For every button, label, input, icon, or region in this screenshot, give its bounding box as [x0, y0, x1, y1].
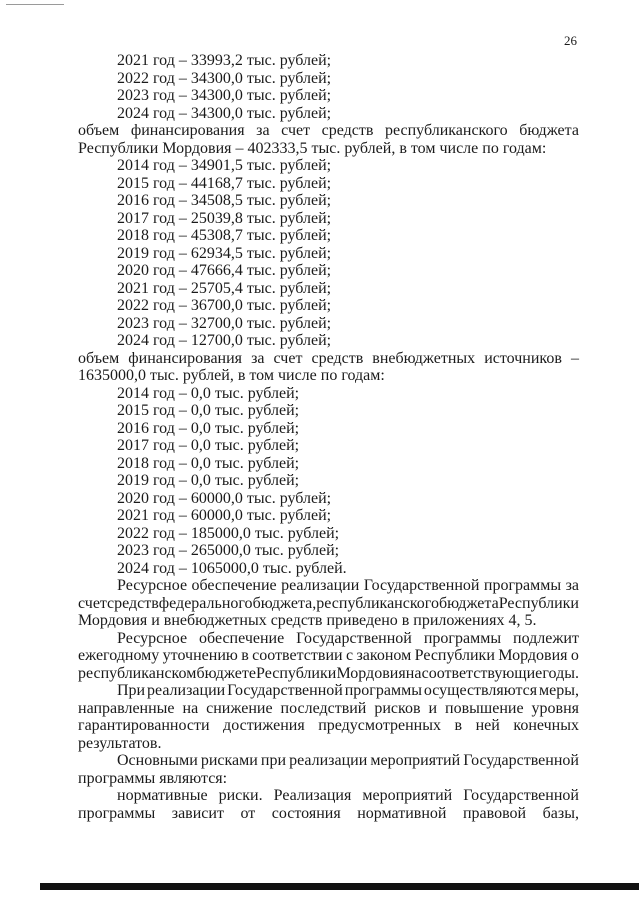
text-line: программы зависит от состояния нормативной правовой базы, — [78, 804, 579, 822]
text-line: Ресурсное обеспечение Государственной программы подлежит — [117, 629, 579, 647]
text-line: 1635000,0 тыс. рублей, в том числе по годам: — [78, 367, 385, 384]
text-line: 2021 год – 60000,0 тыс. рублей; — [117, 507, 332, 524]
text-line: 2017 год – 25039,8 тыс. рублей; — [117, 209, 332, 227]
text-line: 2015 год – 44168,7 тыс. рублей; — [117, 174, 332, 192]
text-line: объем финансирования за счет средств республиканского бюджета — [78, 122, 579, 139]
text-line: 2022 год – 34300,0 тыс. рублей; — [117, 69, 332, 87]
text-line: Основными рисками при реализации мероприятий Государственной — [117, 752, 579, 769]
text-line: 2023 год – 32700,0 тыс. рублей; — [117, 314, 332, 332]
text-line: 2015 год – 0,0 тыс. рублей; — [117, 402, 300, 419]
page-number: 26 — [564, 33, 577, 48]
text-line: 2020 год – 60000,0 тыс. рублей; — [117, 489, 332, 507]
text-line: 2016 год – 0,0 тыс. рублей; — [117, 419, 300, 437]
text-line: 2018 год – 0,0 тыс. рублей; — [117, 454, 300, 472]
text-line: 2019 год – 0,0 тыс. рублей; — [117, 472, 300, 489]
text-line: 2024 год – 12700,0 тыс. рублей; — [117, 332, 332, 349]
text-line: 2017 год – 0,0 тыс. рублей; — [117, 437, 300, 454]
text-line: 2023 год – 34300,0 тыс. рублей; — [117, 87, 332, 104]
text-line: 2014 год – 0,0 тыс. рублей; — [117, 384, 300, 402]
text-line: 2024 год – 1065000,0 тыс. рублей. — [117, 559, 347, 577]
text-line: гарантированности достижения предусмотренных в ней конечных — [78, 717, 579, 734]
text-line: Мордовия и внебюджетных средств приведено в приложениях 4, 5. — [78, 612, 537, 629]
text-line: направленные на снижение последствий рисков и повышение уровня — [78, 699, 579, 717]
text-line: нормативные риски. Реализация мероприятий Государственной — [117, 787, 579, 804]
text-line: 2022 год – 185000,0 тыс. рублей; — [117, 524, 340, 542]
text-line: 2014 год – 34901,5 тыс. рублей; — [117, 157, 332, 174]
text-line: 2023 год – 265000,0 тыс. рублей; — [117, 542, 340, 559]
text-line: 2019 год – 62934,5 тыс. рублей; — [117, 244, 332, 262]
bottom-scan-bar — [40, 883, 639, 890]
text-line: При реализации Государственной программы осуществляются меры, — [117, 682, 579, 699]
text-line: счет средств федерального бюджета, республиканского бюджета Республики — [78, 594, 579, 612]
text-line: результатов. — [78, 734, 162, 752]
text-line: 2021 год – 25705,4 тыс. рублей; — [117, 279, 332, 297]
text-line: республиканском бюджете Республики Мордовия на соответствующие годы. — [78, 664, 579, 682]
text-line: ежегодному уточнению в соответствии с законом Республики Мордовия о — [78, 647, 579, 664]
text-line: 2022 год – 36700,0 тыс. рублей; — [117, 297, 332, 314]
text-line: 2021 год – 33993,2 тыс. рублей; — [117, 52, 332, 69]
text-line: 2018 год – 45308,7 тыс. рублей; — [117, 227, 332, 244]
text-line: объем финансирования за счет средств внебюджетных источников – — [78, 349, 579, 367]
top-scan-rule — [6, 4, 64, 5]
text-line: 2024 год – 34300,0 тыс. рублей; — [117, 104, 332, 122]
text-line: Республики Мордовия – 402333,5 тыс. рублей, в том числе по годам: — [78, 139, 547, 157]
text-line: 2016 год – 34508,5 тыс. рублей; — [117, 192, 332, 209]
text-line: программы являются: — [78, 769, 228, 787]
text-line: 2020 год – 47666,4 тыс. рублей; — [117, 262, 332, 279]
text-line: Ресурсное обеспечение реализации Государственной программы за — [117, 577, 579, 594]
